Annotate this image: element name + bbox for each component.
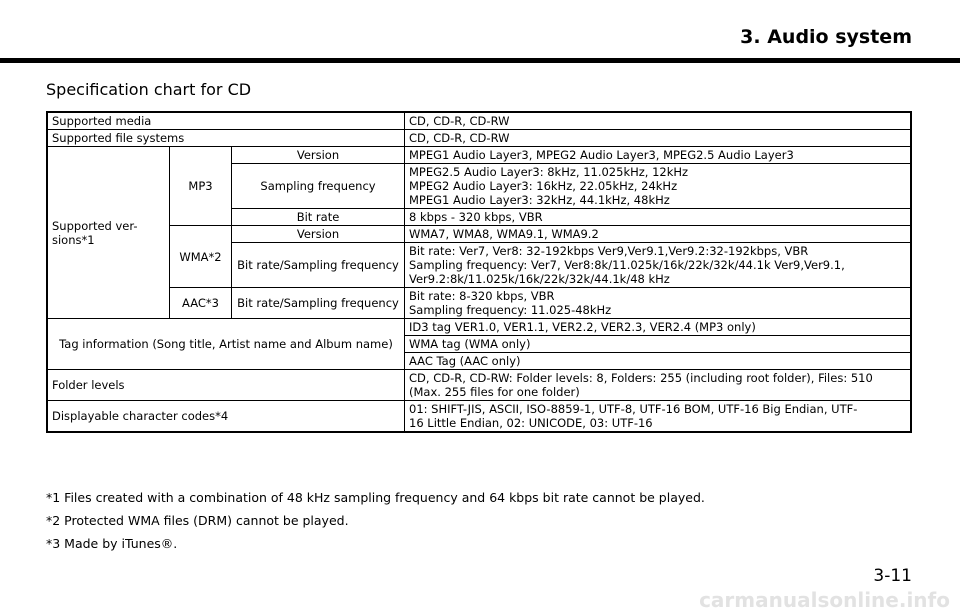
wma-spec-line: Bit rate: Ver7, Ver8: 32-192kbps Ver9,Ver9.1,Ver9.2:32-192kbps, VBR <box>409 244 809 258</box>
value-char-codes <box>405 401 912 433</box>
mp3-sampling-line: MPEG1 Audio Layer3: 32kHz, 44.1kHz, 48kHz <box>409 193 670 207</box>
table-row <box>47 226 911 243</box>
mp3-sampling-line: MPEG2.5 Audio Layer3: 8kHz, 11.025kHz, 12kHz <box>409 165 689 179</box>
aac-spec-line: Bit rate: 8-320 kbps, VBR <box>409 289 555 303</box>
value-supported-media: CD, CD-R, CD-RW <box>405 112 912 130</box>
label-wma-bitrate-sampling: Bit rate/Sampling frequency <box>232 243 405 288</box>
aac-spec-line: Sampling frequency: 11.025-48kHz <box>409 303 612 317</box>
value-aac <box>405 288 912 319</box>
footnotes <box>46 490 705 559</box>
header-rule <box>0 58 960 63</box>
table-row <box>47 401 911 433</box>
table-row <box>47 147 911 164</box>
watermark: carmanualsonline.info <box>699 588 950 612</box>
value-wma-version: WMA7, WMA8, WMA9.1, WMA9.2 <box>405 226 912 243</box>
footnote: *3 Made by iTunes®. <box>46 536 178 551</box>
table-row <box>47 288 911 319</box>
value-mp3-version: MPEG1 Audio Layer3, MPEG2 Audio Layer3, MPEG2.5 Audio Layer3 <box>405 147 912 164</box>
label-tag-information: Tag information (Song title, Artist name and Album name) <box>47 319 405 370</box>
label-mp3-sampling: Sampling frequency <box>232 164 405 209</box>
wma-spec-line: Ver9.2:8k/11.025k/16k/22k/32k/44.1k/48 kHz <box>409 272 670 286</box>
spec-table <box>46 111 912 433</box>
label-mp3-version: Version <box>232 147 405 164</box>
page-number: 3-11 <box>873 566 912 586</box>
value-folder-levels <box>405 370 912 401</box>
label-wma: WMA*2 <box>170 226 232 288</box>
char-codes-line: 16 Little Endian, 02: UNICODE, 03: UTF-16 <box>409 416 653 430</box>
label-supported-media: Supported media <box>47 112 405 130</box>
table-row <box>47 130 911 147</box>
value-supported-fs: CD, CD-R, CD-RW <box>405 130 912 147</box>
label-mp3: MP3 <box>170 147 232 226</box>
label-folder-levels: Folder levels <box>47 370 405 401</box>
label-mp3-bitrate: Bit rate <box>232 209 405 226</box>
folder-levels-line: (Max. 255 files for one folder) <box>409 385 580 399</box>
label-supported-fs: Supported file systems <box>47 130 405 147</box>
char-codes-line: 01: SHIFT-JIS, ASCII, ISO-8859-1, UTF-8, UTF-16 BOM, UTF-16 Big Endian, UTF- <box>409 402 858 416</box>
footnote: *2 Protected WMA files (DRM) cannot be played. <box>46 513 349 528</box>
value-tag-aac: AAC Tag (AAC only) <box>405 353 912 370</box>
value-wma-bitrate-sampling <box>405 243 912 288</box>
label-aac: AAC*3 <box>170 288 232 319</box>
value-mp3-sampling <box>405 164 912 209</box>
label-char-codes: Displayable character codes*4 <box>47 401 405 433</box>
label-supported-versions <box>47 147 170 319</box>
folder-levels-line: CD, CD-R, CD-RW: Folder levels: 8, Folders: 255 (including root folder), Files: 510 <box>409 371 873 385</box>
value-mp3-bitrate: 8 kbps - 320 kbps, VBR <box>405 209 912 226</box>
wma-spec-line: Sampling frequency: Ver7, Ver8:8k/11.025k/16k/22k/32k/44.1k Ver9,Ver9.1, <box>409 258 845 272</box>
table-row <box>47 370 911 401</box>
value-tag-wma: WMA tag (WMA only) <box>405 336 912 353</box>
section-title: Specification chart for CD <box>46 80 252 99</box>
label-supported-versions-line1: Supported ver- <box>52 218 138 233</box>
table-row <box>47 319 911 336</box>
value-tag-id3: ID3 tag VER1.0, VER1.1, VER2.2, VER2.3, VER2.4 (MP3 only) <box>405 319 912 336</box>
chapter-title: 3. Audio system <box>740 26 912 48</box>
mp3-sampling-line: MPEG2 Audio Layer3: 16kHz, 22.05kHz, 24kHz <box>409 179 678 193</box>
label-wma-version: Version <box>232 226 405 243</box>
label-supported-versions-line2: sions*1 <box>52 232 95 247</box>
table-row <box>47 112 911 130</box>
footnote: *1 Files created with a combination of 48 kHz sampling frequency and 64 kbps bit rate cannot be played. <box>46 490 705 505</box>
label-aac-bitrate-sampling: Bit rate/Sampling frequency <box>232 288 405 319</box>
